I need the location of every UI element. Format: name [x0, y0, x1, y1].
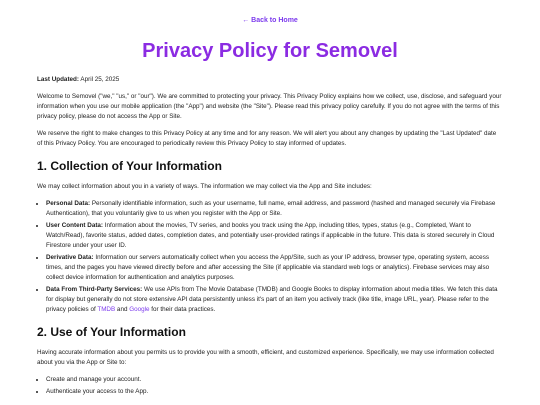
- section-heading-collection: 1. Collection of Your Information: [37, 159, 222, 173]
- page-title: Privacy Policy for Semovel: [142, 40, 398, 62]
- back-to-home-link[interactable]: ← Back to Home: [242, 17, 298, 24]
- tmdb-link[interactable]: TMDB: [97, 306, 116, 313]
- list-item-text: and: [115, 306, 130, 313]
- list-item: [46, 285, 503, 315]
- section-heading-use: 2. Use of Your Information: [37, 325, 186, 339]
- list-item-text: We use APIs from The Movie Database (TMDB) and Google Books to display information about media titles. We fetch this data for display but generally do not store extensive API data persistently unless it's part of an item you actively track (like title, image URL, year). Please refer to the privacy policies of: [46, 286, 498, 313]
- list-item-term: Data From Third-Party Services:: [46, 286, 143, 293]
- intro-paragraph: Welcome to Semovel ("we," "us," or "our"). We are committed to protecting your privacy. This Privacy Policy explains how we collect, use, disclose, and safeguard your information when you use our mobile application (the "App") and website (the "Site"). Please read this privacy policy carefully. If you do not agree with the terms of this privacy policy, please do not access the App or Site.: [37, 93, 502, 120]
- list-item: [46, 199, 503, 219]
- list-item-text: Information our servers automatically collect when you access the App/Site, such as your IP address, browser type, operating system, access times, and the pages you have viewed directly before and after accessing the Site (if applicable via standard web logs or analytics). Firebase services may also collect device information for authentication and analytics purposes.: [46, 254, 490, 281]
- collection-intro: We may collect information about you in a variety of ways. The information we may collect via the App and Site includes:: [37, 183, 372, 190]
- last-updated-label: Last Updated:: [37, 76, 79, 83]
- collection-list: [37, 199, 503, 315]
- google-link[interactable]: Google: [129, 306, 150, 313]
- last-updated-value: April 25, 2025: [80, 76, 120, 83]
- list-item-text: for their data practices.: [149, 306, 216, 313]
- list-item-term: User Content Data:: [46, 222, 104, 229]
- list-item-text: Personally identifiable information, such as your username, full name, email address, and password (hashed and managed securely via Firebase Authentication), that you voluntarily give to us when you register with the App or Site.: [46, 200, 496, 217]
- list-item-text: Information about the movies, TV series, and books you track using the App, including titles, types, status (e.g., Completed, Want to Watch/Read), favorite status, added dates, completion dates, and potentially user-provided ratings if applicable in the future. This data is stored securely in Cloud Firestore under your user ID.: [46, 222, 495, 249]
- last-updated: [37, 75, 503, 85]
- list-item: • Authenticate your access to the App.: [46, 387, 503, 397]
- list-item: [46, 221, 503, 251]
- changes-paragraph: We reserve the right to make changes to this Privacy Policy at any time and for any reason. We will alert you about any changes by updating the "Last Updated" date of this Privacy Policy. You are encouraged to periodically review this Privacy Policy to stay informed of updates.: [37, 130, 497, 147]
- list-item: [46, 253, 503, 283]
- list-item: • Create and manage your account.: [46, 375, 503, 385]
- use-list: [37, 375, 503, 397]
- list-item-term: Derivative Data:: [46, 254, 94, 261]
- use-intro: Having accurate information about you permits us to provide you with a smooth, efficient, and customized experience. Specifically, we may use information collected about you via the App or Site to:: [37, 349, 494, 366]
- list-item-term: Personal Data:: [46, 200, 91, 207]
